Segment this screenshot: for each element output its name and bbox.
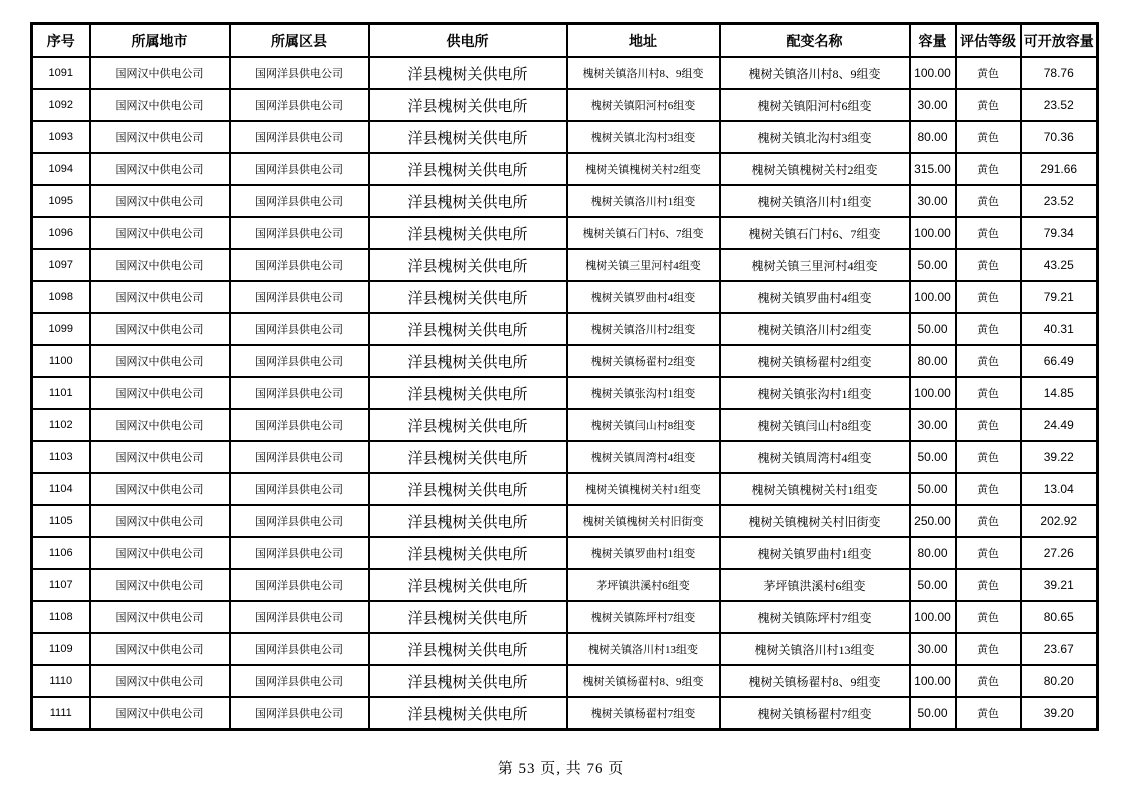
cell-county: 国网洋县供电公司 [230, 313, 369, 345]
cell-city: 国网汉中供电公司 [90, 473, 230, 505]
cell-address: 槐树关镇洛川村8、9组变 [567, 57, 720, 89]
cell-city: 国网汉中供电公司 [90, 249, 230, 281]
cell-station: 洋县槐树关供电所 [369, 665, 567, 697]
col-header-transformer-name: 配变名称 [720, 24, 910, 58]
cell-serial: 1103 [32, 441, 90, 473]
col-header-capacity: 容量 [910, 24, 956, 58]
cell-city: 国网汉中供电公司 [90, 697, 230, 730]
table-row [32, 665, 1098, 697]
cell-county: 国网洋县供电公司 [230, 505, 369, 537]
cell-grade: 黄色 [956, 633, 1021, 665]
cell-county: 国网洋县供电公司 [230, 633, 369, 665]
cell-grade: 黄色 [956, 345, 1021, 377]
cell-county: 国网洋县供电公司 [230, 441, 369, 473]
cell-county: 国网洋县供电公司 [230, 217, 369, 249]
cell-transformer-name: 槐树关镇洛川村8、9组变 [720, 57, 910, 89]
cell-address: 槐树关镇阳河村6组变 [567, 89, 720, 121]
cell-city: 国网汉中供电公司 [90, 601, 230, 633]
cell-station: 洋县槐树关供电所 [369, 441, 567, 473]
cell-city: 国网汉中供电公司 [90, 505, 230, 537]
cell-station: 洋县槐树关供电所 [369, 281, 567, 313]
cell-address: 槐树关镇张沟村1组变 [567, 377, 720, 409]
cell-county: 国网洋县供电公司 [230, 121, 369, 153]
cell-open-capacity: 23.52 [1021, 185, 1098, 217]
cell-city: 国网汉中供电公司 [90, 345, 230, 377]
cell-open-capacity: 43.25 [1021, 249, 1098, 281]
cell-station: 洋县槐树关供电所 [369, 313, 567, 345]
cell-station: 洋县槐树关供电所 [369, 185, 567, 217]
table-row [32, 89, 1098, 121]
cell-serial: 1102 [32, 409, 90, 441]
cell-city: 国网汉中供电公司 [90, 153, 230, 185]
table-row [32, 313, 1098, 345]
cell-capacity: 80.00 [910, 121, 956, 153]
cell-county: 国网洋县供电公司 [230, 249, 369, 281]
header-row [32, 24, 1098, 58]
cell-serial: 1101 [32, 377, 90, 409]
cell-open-capacity: 39.21 [1021, 569, 1098, 601]
cell-city: 国网汉中供电公司 [90, 537, 230, 569]
cell-transformer-name: 槐树关镇罗曲村4组变 [720, 281, 910, 313]
cell-address: 槐树关镇杨翟村2组变 [567, 345, 720, 377]
cell-serial: 1100 [32, 345, 90, 377]
cell-address: 槐树关镇北沟村3组变 [567, 121, 720, 153]
cell-city: 国网汉中供电公司 [90, 377, 230, 409]
cell-grade: 黄色 [956, 313, 1021, 345]
cell-serial: 1093 [32, 121, 90, 153]
cell-station: 洋县槐树关供电所 [369, 249, 567, 281]
cell-transformer-name: 槐树关镇罗曲村1组变 [720, 537, 910, 569]
cell-city: 国网汉中供电公司 [90, 89, 230, 121]
cell-city: 国网汉中供电公司 [90, 217, 230, 249]
cell-address: 槐树关镇洛川村1组变 [567, 185, 720, 217]
cell-grade: 黄色 [956, 473, 1021, 505]
cell-county: 国网洋县供电公司 [230, 57, 369, 89]
col-header-city: 所属地市 [90, 24, 230, 58]
cell-serial: 1097 [32, 249, 90, 281]
cell-serial: 1091 [32, 57, 90, 89]
cell-station: 洋县槐树关供电所 [369, 89, 567, 121]
cell-capacity: 80.00 [910, 345, 956, 377]
cell-grade: 黄色 [956, 601, 1021, 633]
cell-open-capacity: 23.67 [1021, 633, 1098, 665]
table-row [32, 601, 1098, 633]
table-row [32, 537, 1098, 569]
cell-grade: 黄色 [956, 217, 1021, 249]
cell-transformer-name: 槐树关镇洛川村2组变 [720, 313, 910, 345]
cell-county: 国网洋县供电公司 [230, 473, 369, 505]
cell-address: 槐树关镇杨翟村8、9组变 [567, 665, 720, 697]
cell-station: 洋县槐树关供电所 [369, 217, 567, 249]
cell-address: 槐树关镇石门村6、7组变 [567, 217, 720, 249]
cell-grade: 黄色 [956, 505, 1021, 537]
cell-capacity: 250.00 [910, 505, 956, 537]
table-row [32, 569, 1098, 601]
cell-open-capacity: 79.21 [1021, 281, 1098, 313]
table-row [32, 153, 1098, 185]
cell-open-capacity: 202.92 [1021, 505, 1098, 537]
cell-open-capacity: 80.65 [1021, 601, 1098, 633]
col-header-serial: 序号 [32, 24, 90, 58]
cell-open-capacity: 39.20 [1021, 697, 1098, 730]
table-row [32, 505, 1098, 537]
cell-station: 洋县槐树关供电所 [369, 601, 567, 633]
cell-county: 国网洋县供电公司 [230, 537, 369, 569]
cell-transformer-name: 槐树关镇杨翟村7组变 [720, 697, 910, 730]
table-row [32, 217, 1098, 249]
cell-county: 国网洋县供电公司 [230, 697, 369, 730]
cell-grade: 黄色 [956, 121, 1021, 153]
cell-county: 国网洋县供电公司 [230, 281, 369, 313]
cell-capacity: 100.00 [910, 601, 956, 633]
cell-address: 槐树关镇三里河村4组变 [567, 249, 720, 281]
cell-open-capacity: 70.36 [1021, 121, 1098, 153]
cell-station: 洋县槐树关供电所 [369, 505, 567, 537]
cell-transformer-name: 槐树关镇槐树关村2组变 [720, 153, 910, 185]
cell-county: 国网洋县供电公司 [230, 153, 369, 185]
cell-grade: 黄色 [956, 249, 1021, 281]
cell-grade: 黄色 [956, 185, 1021, 217]
cell-transformer-name: 槐树关镇三里河村4组变 [720, 249, 910, 281]
cell-county: 国网洋县供电公司 [230, 569, 369, 601]
col-header-grade: 评估等级 [956, 24, 1021, 58]
cell-county: 国网洋县供电公司 [230, 185, 369, 217]
cell-transformer-name: 槐树关镇杨翟村2组变 [720, 345, 910, 377]
cell-serial: 1094 [32, 153, 90, 185]
cell-capacity: 100.00 [910, 281, 956, 313]
cell-station: 洋县槐树关供电所 [369, 633, 567, 665]
table-row [32, 441, 1098, 473]
cell-city: 国网汉中供电公司 [90, 569, 230, 601]
col-header-station: 供电所 [369, 24, 567, 58]
cell-grade: 黄色 [956, 57, 1021, 89]
cell-address: 茅坪镇洪溪村6组变 [567, 569, 720, 601]
cell-serial: 1096 [32, 217, 90, 249]
cell-capacity: 315.00 [910, 153, 956, 185]
cell-serial: 1092 [32, 89, 90, 121]
cell-capacity: 30.00 [910, 633, 956, 665]
cell-serial: 1105 [32, 505, 90, 537]
cell-grade: 黄色 [956, 153, 1021, 185]
cell-station: 洋县槐树关供电所 [369, 377, 567, 409]
cell-serial: 1109 [32, 633, 90, 665]
table-row [32, 185, 1098, 217]
cell-serial: 1099 [32, 313, 90, 345]
cell-capacity: 100.00 [910, 217, 956, 249]
cell-capacity: 100.00 [910, 665, 956, 697]
cell-address: 槐树关镇洛川村2组变 [567, 313, 720, 345]
table-row [32, 633, 1098, 665]
cell-grade: 黄色 [956, 569, 1021, 601]
cell-capacity: 50.00 [910, 441, 956, 473]
cell-open-capacity: 14.85 [1021, 377, 1098, 409]
cell-county: 国网洋县供电公司 [230, 345, 369, 377]
cell-transformer-name: 槐树关镇张沟村1组变 [720, 377, 910, 409]
cell-serial: 1098 [32, 281, 90, 313]
cell-address: 槐树关镇槐树关村旧街变 [567, 505, 720, 537]
cell-transformer-name: 槐树关镇杨翟村8、9组变 [720, 665, 910, 697]
cell-grade: 黄色 [956, 441, 1021, 473]
cell-city: 国网汉中供电公司 [90, 185, 230, 217]
cell-address: 槐树关镇罗曲村4组变 [567, 281, 720, 313]
page-footer: 第 53 页, 共 76 页 [497, 761, 625, 777]
cell-open-capacity: 66.49 [1021, 345, 1098, 377]
cell-serial: 1106 [32, 537, 90, 569]
cell-transformer-name: 槐树关镇闫山村8组变 [720, 409, 910, 441]
cell-serial: 1095 [32, 185, 90, 217]
cell-capacity: 100.00 [910, 57, 956, 89]
cell-address: 槐树关镇罗曲村1组变 [567, 537, 720, 569]
cell-open-capacity: 13.04 [1021, 473, 1098, 505]
cell-address: 槐树关镇闫山村8组变 [567, 409, 720, 441]
cell-address: 槐树关镇槐树关村1组变 [567, 473, 720, 505]
cell-transformer-name: 槐树关镇阳河村6组变 [720, 89, 910, 121]
cell-capacity: 50.00 [910, 313, 956, 345]
cell-open-capacity: 27.26 [1021, 537, 1098, 569]
table-row [32, 121, 1098, 153]
cell-grade: 黄色 [956, 89, 1021, 121]
table-row [32, 345, 1098, 377]
cell-city: 国网汉中供电公司 [90, 57, 230, 89]
cell-address: 槐树关镇陈坪村7组变 [567, 601, 720, 633]
cell-county: 国网洋县供电公司 [230, 601, 369, 633]
cell-station: 洋县槐树关供电所 [369, 121, 567, 153]
cell-city: 国网汉中供电公司 [90, 441, 230, 473]
cell-transformer-name: 槐树关镇石门村6、7组变 [720, 217, 910, 249]
cell-open-capacity: 39.22 [1021, 441, 1098, 473]
cell-serial: 1104 [32, 473, 90, 505]
cell-station: 洋县槐树关供电所 [369, 473, 567, 505]
table-row [32, 249, 1098, 281]
cell-open-capacity: 23.52 [1021, 89, 1098, 121]
cell-county: 国网洋县供电公司 [230, 665, 369, 697]
cell-transformer-name: 槐树关镇洛川村13组变 [720, 633, 910, 665]
cell-capacity: 100.00 [910, 377, 956, 409]
cell-capacity: 30.00 [910, 409, 956, 441]
table-row [32, 409, 1098, 441]
cell-station: 洋县槐树关供电所 [369, 345, 567, 377]
cell-transformer-name: 槐树关镇北沟村3组变 [720, 121, 910, 153]
cell-grade: 黄色 [956, 377, 1021, 409]
cell-city: 国网汉中供电公司 [90, 409, 230, 441]
cell-transformer-name: 槐树关镇洛川村1组变 [720, 185, 910, 217]
cell-station: 洋县槐树关供电所 [369, 697, 567, 730]
cell-capacity: 30.00 [910, 89, 956, 121]
capacity-table [30, 22, 1099, 731]
cell-station: 洋县槐树关供电所 [369, 57, 567, 89]
cell-grade: 黄色 [956, 665, 1021, 697]
cell-transformer-name: 槐树关镇槐树关村旧街变 [720, 505, 910, 537]
cell-serial: 1110 [32, 665, 90, 697]
cell-county: 国网洋县供电公司 [230, 409, 369, 441]
cell-county: 国网洋县供电公司 [230, 377, 369, 409]
table-row [32, 473, 1098, 505]
col-header-open-capacity: 可开放容量 [1021, 24, 1098, 58]
cell-station: 洋县槐树关供电所 [369, 537, 567, 569]
cell-open-capacity: 40.31 [1021, 313, 1098, 345]
cell-capacity: 50.00 [910, 569, 956, 601]
cell-city: 国网汉中供电公司 [90, 281, 230, 313]
cell-county: 国网洋县供电公司 [230, 89, 369, 121]
cell-grade: 黄色 [956, 281, 1021, 313]
cell-address: 槐树关镇杨翟村7组变 [567, 697, 720, 730]
cell-capacity: 30.00 [910, 185, 956, 217]
cell-grade: 黄色 [956, 409, 1021, 441]
cell-capacity: 50.00 [910, 697, 956, 730]
table-row [32, 57, 1098, 89]
cell-station: 洋县槐树关供电所 [369, 409, 567, 441]
cell-transformer-name: 槐树关镇槐树关村1组变 [720, 473, 910, 505]
cell-capacity: 50.00 [910, 473, 956, 505]
cell-transformer-name: 槐树关镇陈坪村7组变 [720, 601, 910, 633]
cell-transformer-name: 槐树关镇周湾村4组变 [720, 441, 910, 473]
col-header-address: 地址 [567, 24, 720, 58]
cell-address: 槐树关镇槐树关村2组变 [567, 153, 720, 185]
table-row [32, 697, 1098, 730]
cell-open-capacity: 78.76 [1021, 57, 1098, 89]
cell-open-capacity: 291.66 [1021, 153, 1098, 185]
cell-serial: 1111 [32, 697, 90, 730]
cell-city: 国网汉中供电公司 [90, 313, 230, 345]
cell-serial: 1108 [32, 601, 90, 633]
cell-capacity: 80.00 [910, 537, 956, 569]
cell-transformer-name: 茅坪镇洪溪村6组变 [720, 569, 910, 601]
cell-station: 洋县槐树关供电所 [369, 153, 567, 185]
cell-city: 国网汉中供电公司 [90, 633, 230, 665]
cell-serial: 1107 [32, 569, 90, 601]
col-header-county: 所属区县 [230, 24, 369, 58]
cell-station: 洋县槐树关供电所 [369, 569, 567, 601]
cell-city: 国网汉中供电公司 [90, 121, 230, 153]
cell-capacity: 50.00 [910, 249, 956, 281]
cell-grade: 黄色 [956, 537, 1021, 569]
cell-address: 槐树关镇洛川村13组变 [567, 633, 720, 665]
table-row [32, 281, 1098, 313]
cell-address: 槐树关镇周湾村4组变 [567, 441, 720, 473]
cell-city: 国网汉中供电公司 [90, 665, 230, 697]
cell-open-capacity: 79.34 [1021, 217, 1098, 249]
table-body [32, 57, 1098, 730]
cell-open-capacity: 24.49 [1021, 409, 1098, 441]
cell-open-capacity: 80.20 [1021, 665, 1098, 697]
table-row [32, 377, 1098, 409]
cell-grade: 黄色 [956, 697, 1021, 730]
